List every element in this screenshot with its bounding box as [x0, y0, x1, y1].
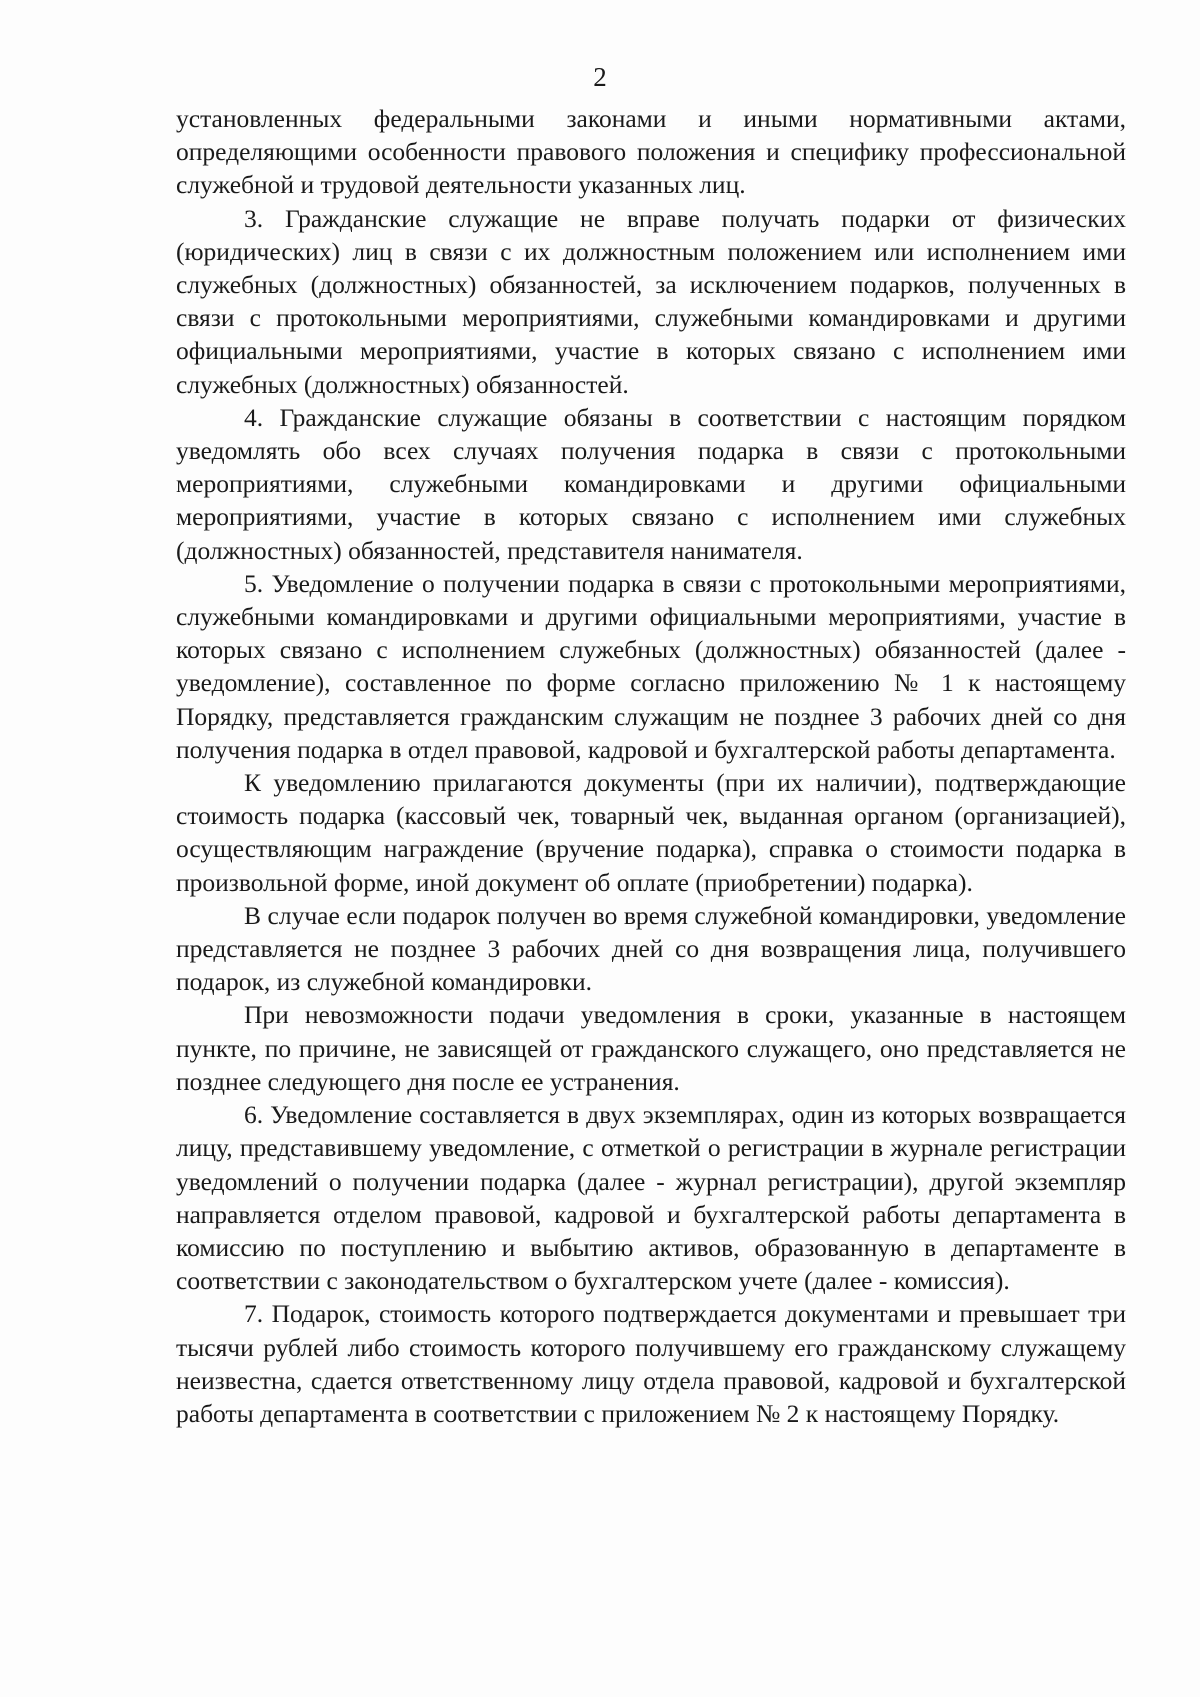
- paragraph-business-trip: В случае если подарок получен во время служебной командировки, уведомление представляется не позднее 3 рабочих дней со дня возвращения лица, получившего подарок, из служебной командировки.: [176, 900, 1126, 997]
- paragraph-attachments: К уведомлению прилагаются документы (при их наличии), подтверждающие стоимость подарка (кассовый чек, товарный чек, выданная органом (организацией), осуществляющим награждение (вручение подарка), справка о стоимости подарка в произвольной форме, иной документ об оплате (приобретении) подарка).: [176, 768, 1126, 897]
- paragraph-item-4: 4. Гражданские служащие обязаны в соответствии с настоящим порядком уведомлять обо всех случаях получения подарка в связи с протокольными мероприятиями, служебными командировками и другими официальными мероприятиями, участие в которых связано с исполнением ими служебных (должностных) обязанностей, представителя нанимателя.: [176, 402, 1126, 565]
- paragraph-continuation: установленных федеральными законами и иными нормативными актами, определяющими особенности правового положения и специфику профессиональной служебной и трудовой деятельности указанных лиц.: [176, 104, 1126, 200]
- paragraph-item-7: 7. Подарок, стоимость которого подтверждается документами и превышает три тысячи рублей либо стоимость которого получившему его гражданскому служащему неизвестна, сдается ответственному лицу отдела правовой, кадровой и бухгалтерской работы департамента в соответствии с приложением № 2 к настоящему Порядку.: [176, 1299, 1126, 1428]
- paragraph-item-5: 5. Уведомление о получении подарка в связи с протокольными мероприятиями, служебными командировками и другими официальными мероприятиями, участие в которых связано с исполнением служебных (должностных) обязанностей (далее - уведомление), составленное по форме согласно приложению № 1 к настоящему Порядку, представляется гражданским служащим не позднее 3 рабочих дней со дня получения подарка в отдел правовой, кадровой и бухгалтерской работы департамента.: [176, 568, 1126, 764]
- paragraph-impossibility: При невозможности подачи уведомления в сроки, указанные в настоящем пункте, по причине, не зависящей от гражданского служащего, оно представляется не позднее следующего дня после ее устранения.: [176, 1000, 1126, 1096]
- document-body: [176, 102, 1126, 1430]
- paragraph-item-3: 3. Гражданские служащие не вправе получать подарки от физических (юридических) лиц в связи с их должностным положением или исполнением ими служебных (должностных) обязанностей, за исключением подарков, полученных в связи с протокольными мероприятиями, служебными командировками и другими официальными мероприятиями, участие в которых связано с исполнением ими служебных (должностных) обязанностей.: [176, 203, 1126, 399]
- paragraph-item-6: 6. Уведомление составляется в двух экземплярах, один из которых возвращается лицу, представившему уведомление, с отметкой о регистрации в журнале регистрации уведомлений о получении подарка (далее - журнал регистрации), другой экземпляр направляется отделом правовой, кадровой и бухгалтерской работы департамента в комиссию по поступлению и выбытию активов, образованную в департаменте в соответствии с законодательством о бухгалтерском учете (далее - комиссия).: [176, 1100, 1126, 1296]
- page-number: 2: [593, 62, 607, 92]
